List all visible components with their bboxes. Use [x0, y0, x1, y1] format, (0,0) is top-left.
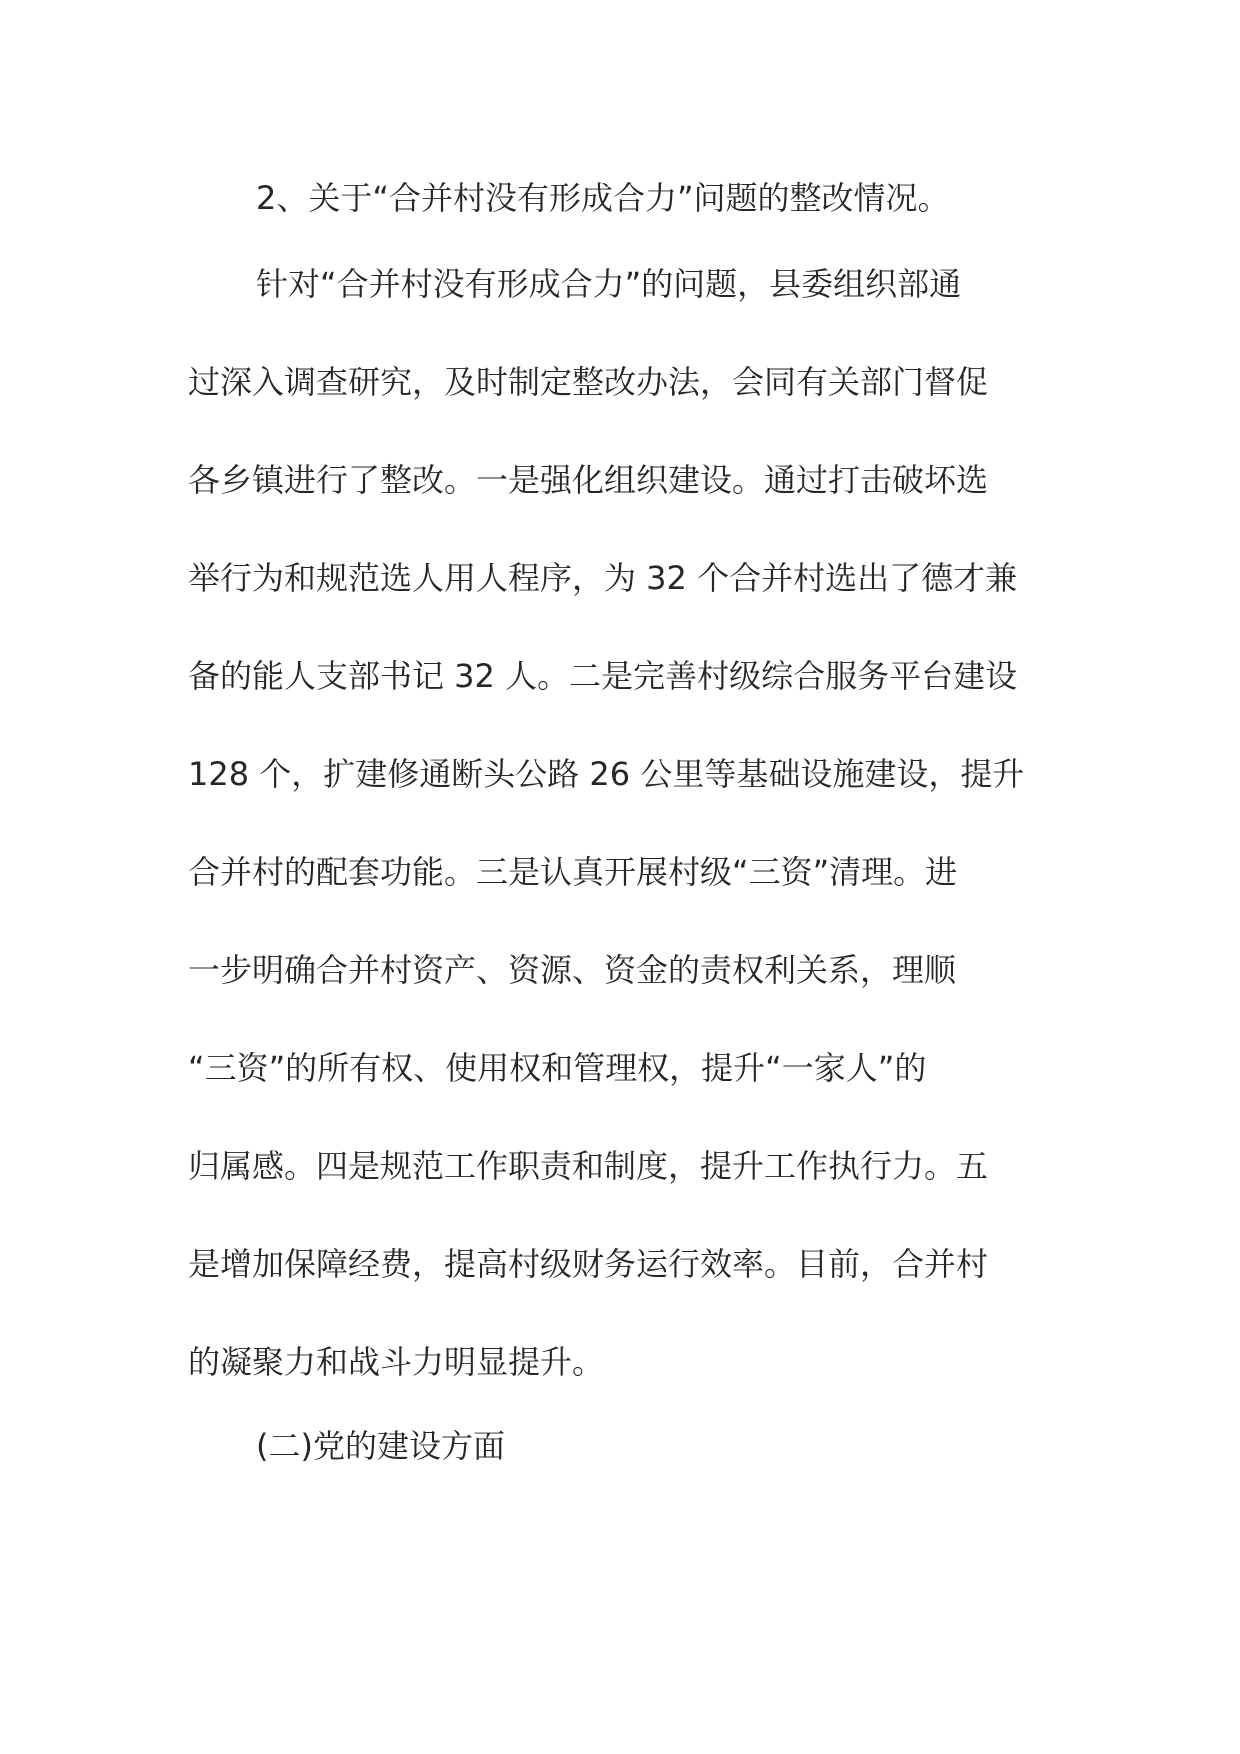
paragraph-line: 备的能人支部书记 32 人。二是完善村级综合服务平台建设 — [188, 657, 1018, 695]
paragraph-line: 各乡镇进行了整改。一是强化组织建设。通过打击破坏选 — [188, 461, 989, 499]
paragraph-line: 一步明确合并村资产、资源、资金的责权利关系，理顺 — [188, 951, 957, 989]
paragraph-line: 过深入调查研究，及时制定整改办法，会同有关部门督促 — [188, 363, 989, 401]
paragraph-line: 针对“合并村没有形成合力”的问题，县委组织部通 — [256, 265, 962, 303]
paragraph-line: 128 个，扩建修通断头公路 26 公里等基础设施建设，提升 — [188, 755, 1025, 793]
paragraph-line: 合并村的配套功能。三是认真开展村级“三资”清理。进 — [188, 853, 958, 891]
subsection-heading: 2、关于“合并村没有形成合力”问题的整改情况。 — [256, 179, 950, 217]
paragraph-line: 是增加保障经费，提高村级财务运行效率。目前，合并村 — [188, 1245, 989, 1283]
paragraph-line: 归属感。四是规范工作职责和制度，提升工作执行力。五 — [188, 1147, 989, 1185]
section-heading: (二)党的建设方面 — [256, 1427, 505, 1465]
paragraph-line: 的凝聚力和战斗力明显提升。 — [188, 1343, 605, 1381]
paragraph-line: “三资”的所有权、使用权和管理权，提升“一家人”的 — [188, 1049, 927, 1087]
paragraph-line: 举行为和规范选人用人程序，为 32 个合并村选出了德才兼 — [188, 559, 1018, 597]
